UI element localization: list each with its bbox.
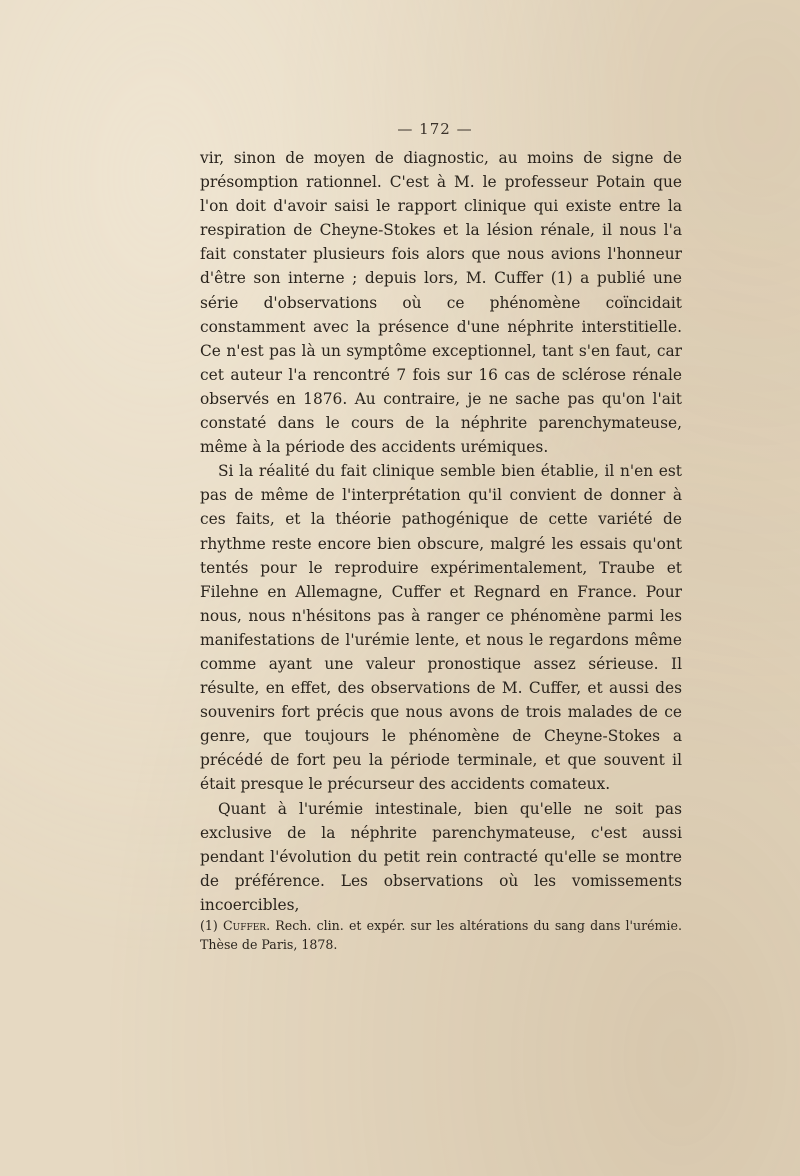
footnote-marker: (1) — [200, 918, 218, 933]
paragraph-3: Quant à l'urémie intestinale, bien qu'elle ne soit pas exclusive de la néphrite parenchymateuse, c'est aussi pendant l'évolution du petit rein contracté qu'elle se montre de préférence. Les observations où les vomissements incoercibles, — [200, 799, 682, 914]
paragraph-2: Si la réalité du fait clinique semble bien établie, il n'en est pas de même de l'interprétation qu'il convient de donner à ces faits, et la théorie pathogénique de cette variété de rhythme reste encore bien obscure, malgré les essais qu'ont tentés pour le reproduire expérimentalement, Traube et Filehne en Allemagne, Cuffer et Regnard en France. Pour nous, nous n'hésitons pas à ranger ce phénomène parmi les manifestations de l'urémie lente, et nous le regardons même comme ayant une valeur pronostique assez sérieuse. Il résulte, en effet, des observations de M. Cuffer, et aussi des souvenirs fort précis que nous avons de trois malades de ce genre, que toujours le phénomène de Cheyne-Stokes a précédé de fort peu la période terminale, et que souvent il était presque le précurseur des accidents comateux. — [200, 462, 682, 794]
paragraph-1: vir, sinon de moyen de diagnostic, au moins de signe de présomption rationnel. C'est à M. le professeur Potain que l'on doit d'avoir saisi le rapport clinique qui existe entre la respiration de Cheyne-Stokes et la lésion rénale, il nous l'a fait constater plusieurs fois alors que nous avions l'honneur d'être son interne ; depuis lors, M. Cuffer (1) a publié une série d'observations où ce phénomène coïncidait constamment avec la présence d'une néphrite interstitielle. Ce n'est pas là un symptôme exceptionnel, tant s'en faut, car cet auteur l'a rencontré 7 fois sur 16 cas de sclérose rénale observés en 1876. Au contraire, je ne sache pas qu'on l'ait constaté dans le cours de la néphrite parenchymateuse, même à la période des accidents urémiques. — [200, 149, 682, 457]
body-text — [200, 146, 682, 917]
footnote-author: Cuffer — [223, 918, 267, 933]
footnote-text: . Rech. clin. et expér. sur les altérations du sang dans l'urémie. Thèse de Paris, 1878. — [200, 918, 682, 952]
footnote — [200, 916, 682, 954]
page-number: — 172 — — [397, 120, 473, 138]
